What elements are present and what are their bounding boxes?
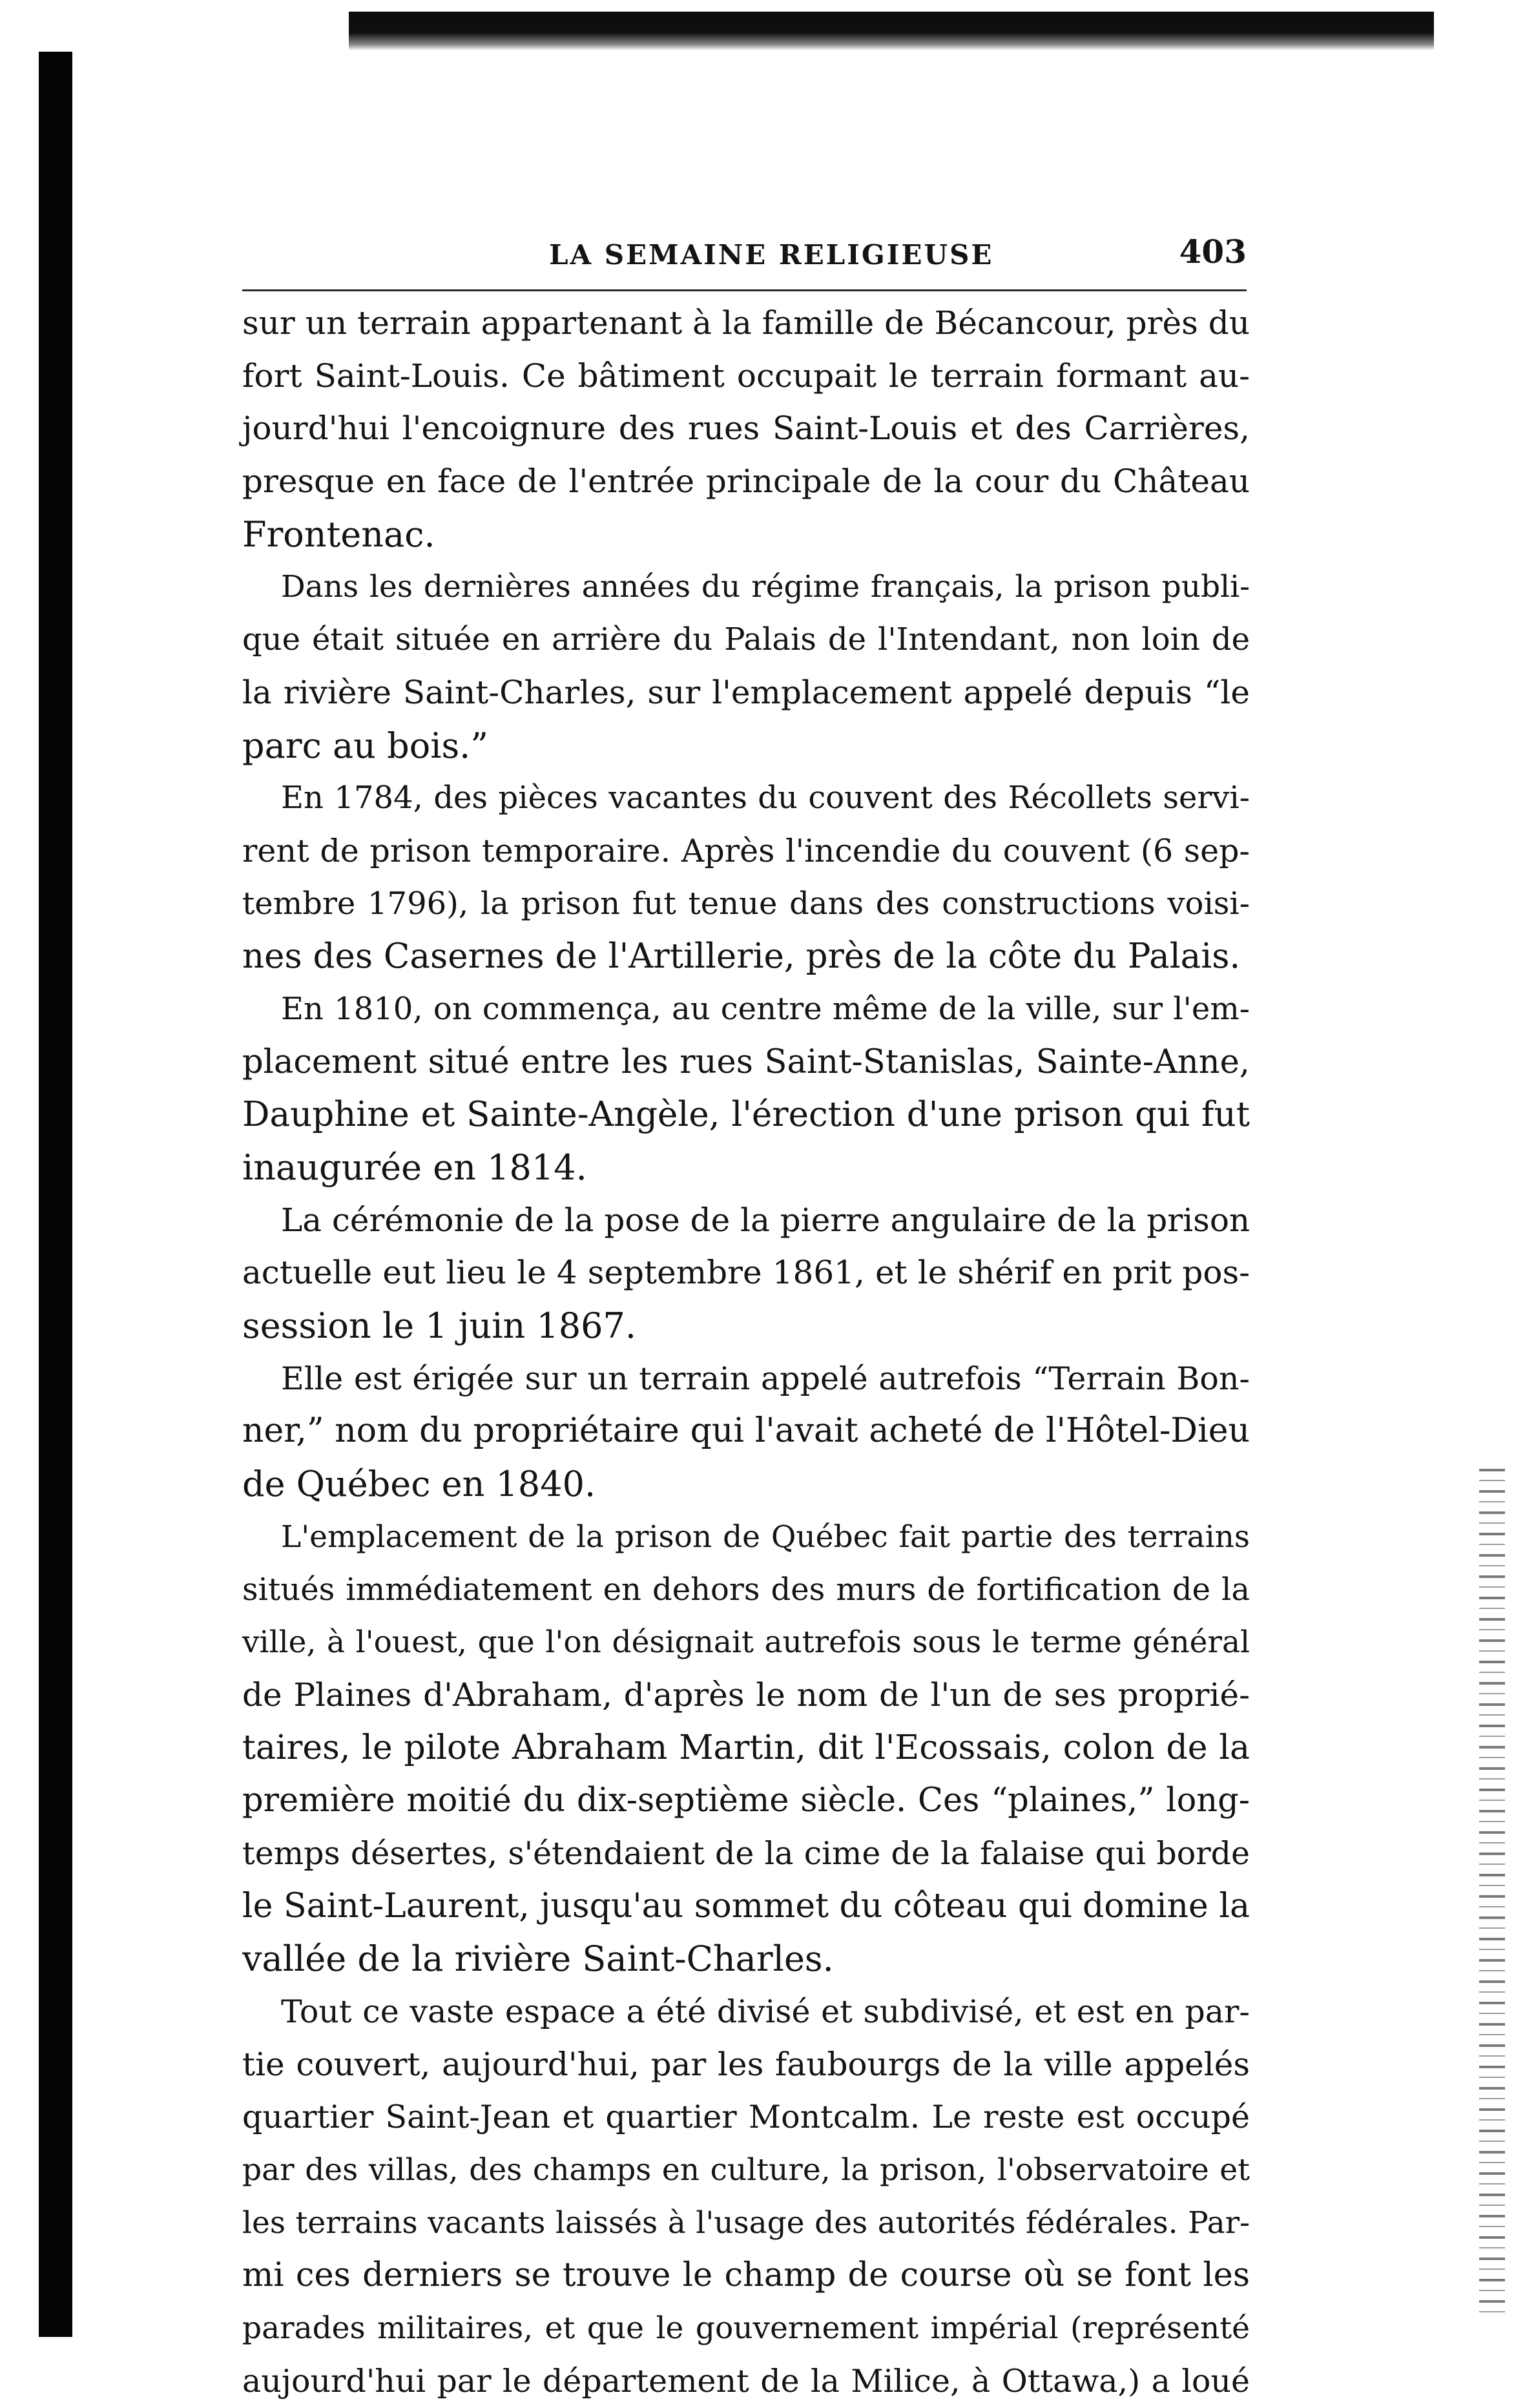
text-line: le Saint-Laurent, jusqu'au sommet du côteau qui domine la <box>242 1886 1250 1925</box>
text-line: taires, le pilote Abraham Martin, dit l'Ecossais, colon de la <box>242 1728 1250 1767</box>
text-line: L'emplacement de la prison de Québec fait partie des terrains <box>281 1519 1250 1555</box>
text-line: tie couvert, aujourd'hui, par les faubourgs de la ville appelés <box>242 2045 1250 2083</box>
text-line: Dauphine et Sainte-Angèle, l'érection d'une prison qui fut <box>242 1095 1250 1135</box>
page-number: 403 <box>1179 233 1247 271</box>
text-line: Elle est érigée sur un terrain appelé autrefois “Terrain Bon- <box>281 1360 1250 1397</box>
text-line: nes des Casernes de l'Artillerie, près de la côte du Palais. <box>242 937 1241 977</box>
header-rule <box>242 289 1247 291</box>
text-line: première moitié du dix-septième siècle. Ces “plaines,” long- <box>242 1781 1250 1820</box>
text-line: parc au bois.” <box>242 725 488 766</box>
page-header <box>239 233 1253 278</box>
text-line: mi ces derniers se trouve le champ de course où se font les <box>242 2256 1250 2295</box>
text-line: aujourd'hui par le département de la Milice, à Ottawa,) a loué <box>242 2362 1250 2400</box>
text-line: la rivière Saint-Charles, sur l'emplacement appelé depuis “le <box>242 673 1250 711</box>
text-line: La cérémonie de la pose de la pierre angulaire de la prison <box>281 1201 1250 1239</box>
text-line: de Québec en 1840. <box>242 1464 596 1505</box>
body-text <box>242 297 1250 2408</box>
text-line: par des villas, des champs en culture, la prison, l'observatoire et <box>242 2152 1250 2188</box>
text-line: ville, à l'ouest, que l'on désignait autrefois sous le terme général <box>242 1624 1250 1661</box>
text-line: sur un terrain appartenant à la famille de Bécancour, près du <box>242 304 1250 342</box>
text-line: tembre 1796), la prison fut tenue dans des constructions voisi- <box>242 885 1250 922</box>
text-line: parades militaires, et que le gouvernement impérial (représenté <box>242 2310 1250 2347</box>
text-line: inaugurée en 1814. <box>242 1147 587 1188</box>
scan-right-noise <box>1479 1460 1505 2319</box>
text-line: ner,” nom du propriétaire qui l'avait acheté de l'Hôtel-Dieu <box>242 1411 1250 1451</box>
scan-left-border <box>39 52 72 2337</box>
text-line: session le 1 juin 1867. <box>242 1305 637 1347</box>
text-line: placement situé entre les rues Saint-Stanislas, Sainte-Anne, <box>242 1043 1250 1081</box>
text-line: situés immédiatement en dehors des murs de fortification de la <box>242 1571 1250 1608</box>
text-line: quartier Saint-Jean et quartier Montcalm. Le reste est occupé <box>242 2099 1250 2136</box>
text-line: vallée de la rivière Saint-Charles. <box>242 1938 834 1980</box>
text-line: de Plaines d'Abraham, d'après le nom de l'un de ses proprié- <box>242 1676 1250 1714</box>
text-line: temps désertes, s'étendaient de la cime de la falaise qui borde <box>242 1834 1250 1872</box>
text-line: Tout ce vaste espace a été divisé et subdivisé, et est en par- <box>281 1993 1250 2030</box>
text-line: Frontenac. <box>242 514 435 555</box>
text-line: actuelle eut lieu le 4 septembre 1861, et le shérif en prit pos- <box>242 1254 1250 1292</box>
text-line: rent de prison temporaire. Après l'incendie du couvent (6 sep- <box>242 832 1250 869</box>
running-title: LA SEMAINE RELIGIEUSE <box>549 239 994 271</box>
text-line: En 1784, des pièces vacantes du couvent des Récollets servi- <box>281 780 1250 816</box>
text-line: les terrains vacants laissés à l'usage des autorités fédérales. Par- <box>242 2205 1250 2241</box>
text-line: Dans les dernières années du régime français, la prison publi- <box>281 569 1250 605</box>
text-line: presque en face de l'entrée principale de la cour du Château <box>242 462 1250 501</box>
text-line: En 1810, on commença, au centre même de la ville, sur l'em- <box>281 990 1250 1027</box>
text-line: que était située en arrière du Palais de l'Intendant, non loin de <box>242 621 1250 658</box>
scan-top-border <box>349 12 1434 50</box>
text-line: jourd'hui l'encoignure des rues Saint-Louis et des Carrières, <box>242 410 1250 448</box>
text-line: fort Saint-Louis. Ce bâtiment occupait le terrain formant au- <box>242 357 1250 395</box>
